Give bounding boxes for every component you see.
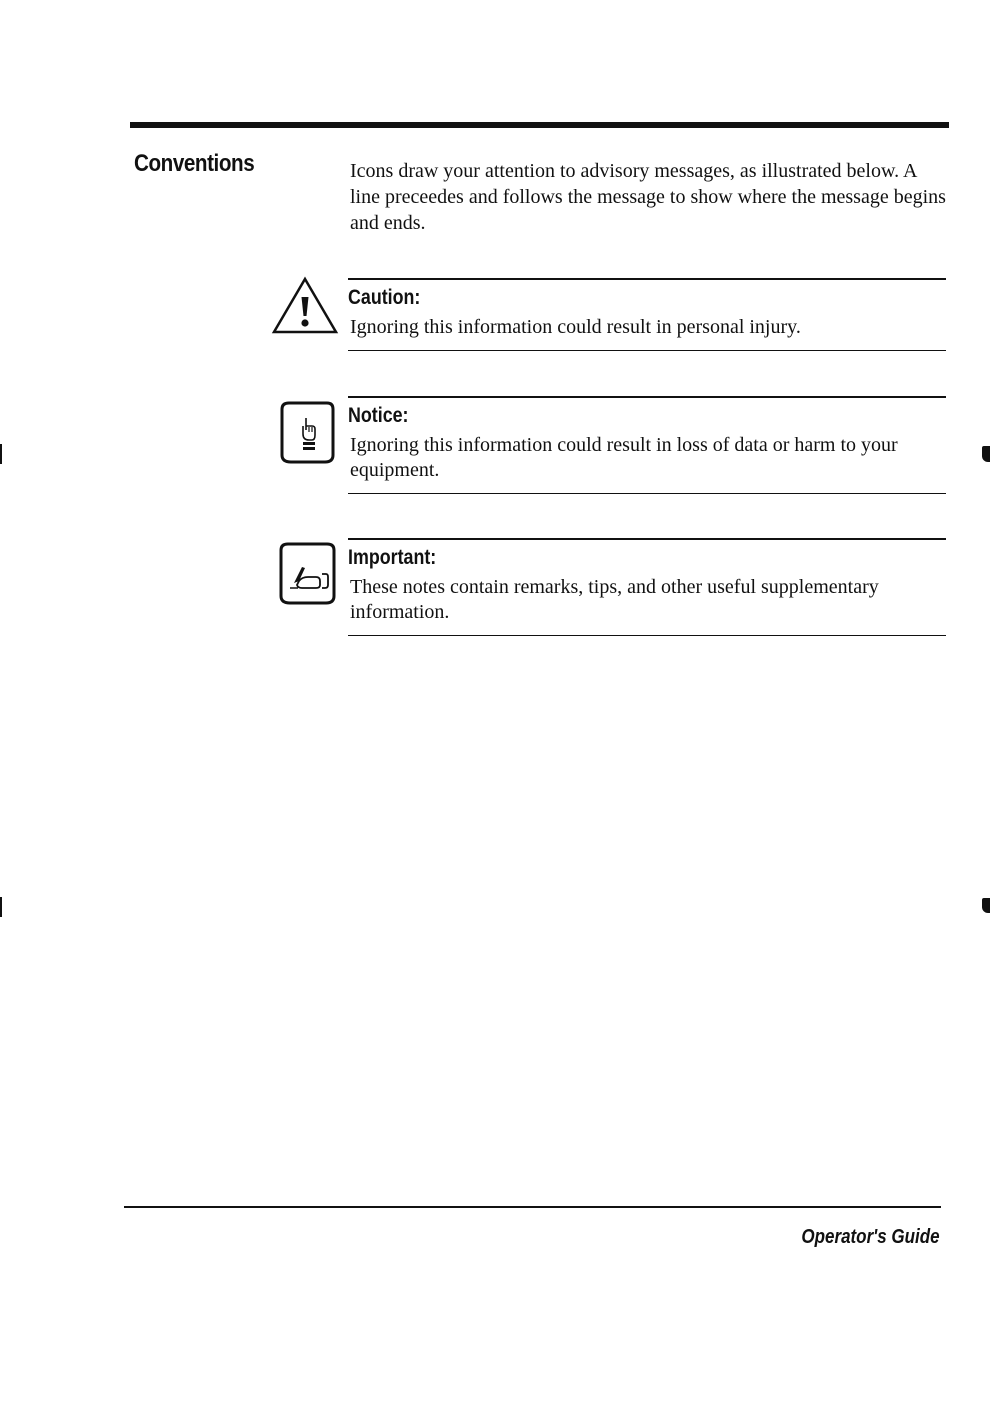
message-start-rule [348,278,946,280]
writing-hand-important-icon [278,541,338,607]
top-rule [130,122,949,128]
caution-body: Ignoring this information could result in personal injury. [350,315,801,338]
caution-title: Caution: [348,285,421,309]
message-start-rule [348,396,946,398]
binding-mark [982,446,990,462]
caution-message [348,278,946,351]
notice-body: Ignoring this information could result in loss of data or harm to your equipment. [350,433,898,481]
message-end-rule [348,493,946,495]
margin-mark [0,897,2,917]
notice-message [348,396,946,494]
message-end-rule [348,350,946,352]
message-end-rule [348,635,946,637]
footer-title: Operator's Guide [801,1226,940,1248]
important-title: Important: [348,545,437,569]
margin-mark [0,444,2,464]
important-body: These notes contain remarks, tips, and other useful supplementary information. [350,575,879,623]
binding-mark [982,898,990,913]
pointing-hand-notice-icon [279,400,337,466]
intro-paragraph: Icons draw your attention to advisory messages, as illustrated below. A line preceedes and follows the message to show where the message begins and ends. [350,160,946,234]
important-message [348,538,946,636]
caution-triangle-icon [270,275,340,337]
message-start-rule [348,538,946,540]
notice-title: Notice: [348,403,409,427]
footer-rule [124,1206,941,1208]
section-heading: Conventions [134,150,255,177]
